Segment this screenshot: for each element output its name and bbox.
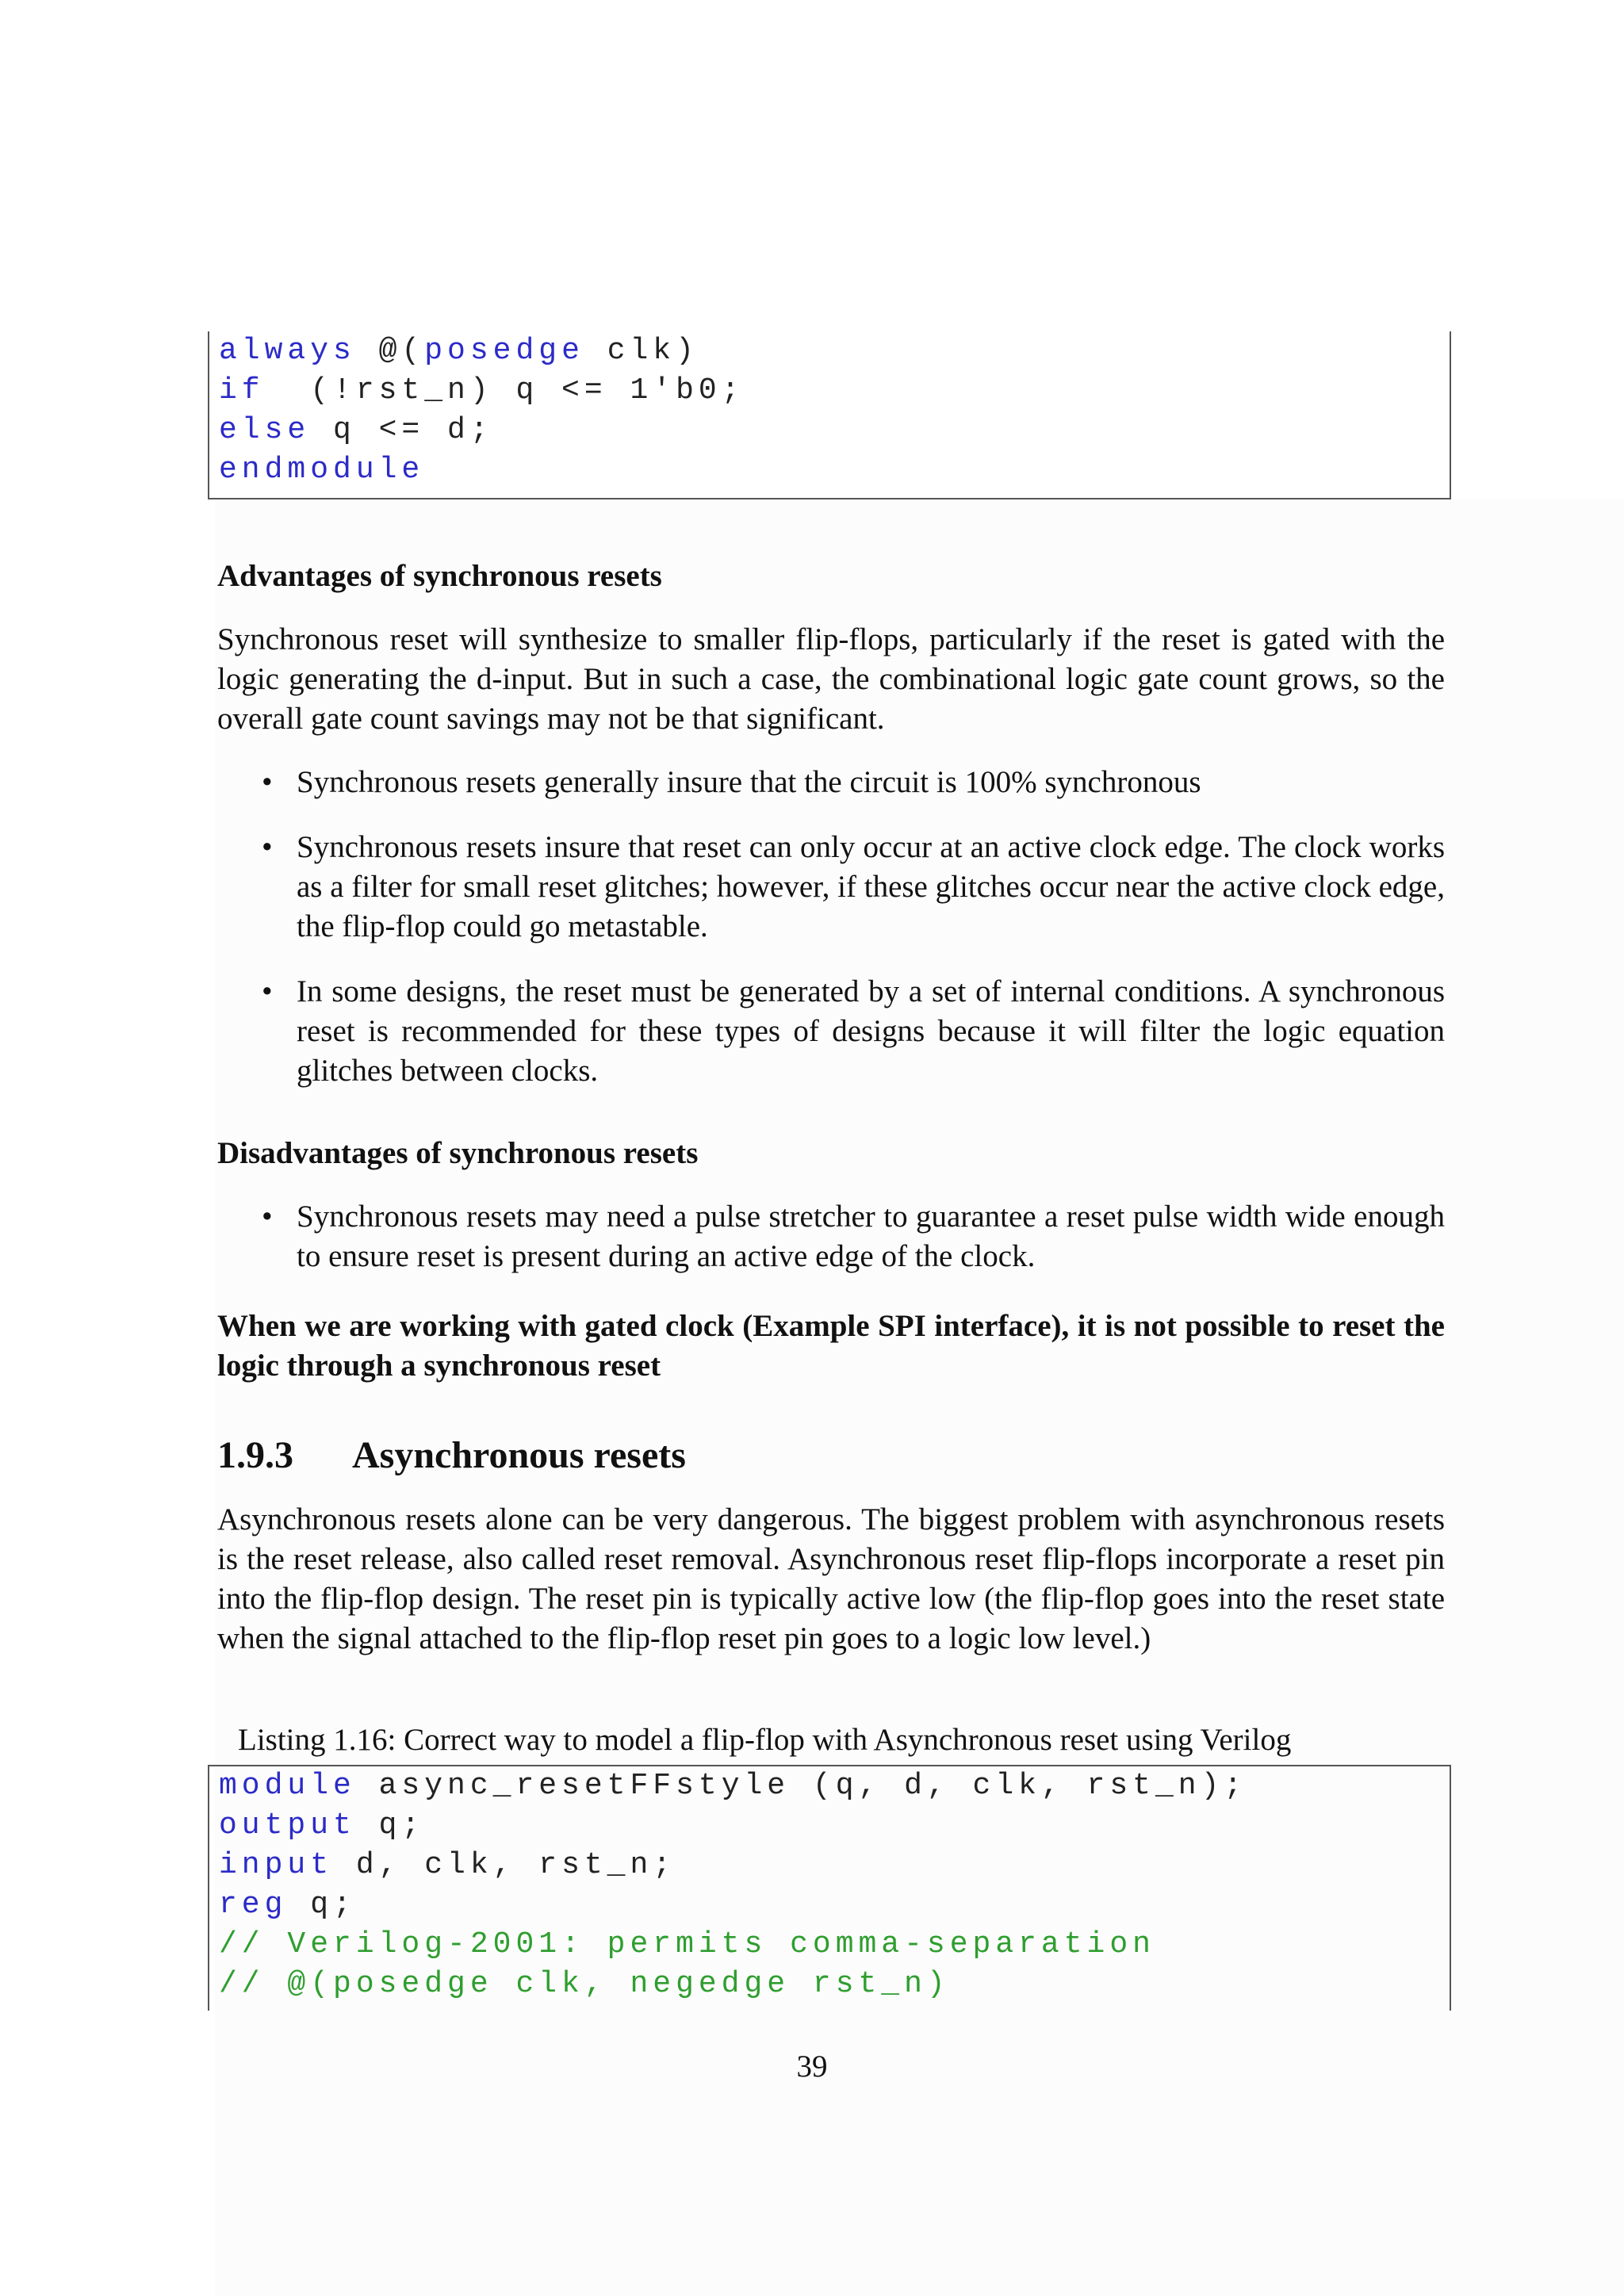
list-item: • In some designs, the reset must be generated by a set of internal conditions. A synchronous reset is recommended for these types of designs because it will filter the logic equation glitches between clocks.: [262, 972, 1445, 1091]
code-keyword: endmodule: [219, 453, 425, 487]
code-line: [219, 1846, 1450, 1885]
code-text: q <= d;: [310, 413, 493, 447]
section-title: [217, 1433, 686, 1477]
code-text: (!rst_n) q <= 1'b0;: [264, 373, 745, 408]
page-number: 39: [796, 2049, 828, 2084]
code-line: [219, 371, 1450, 411]
code-line: [219, 1806, 1450, 1846]
advantages-heading: Advantages of synchronous resets: [217, 559, 662, 593]
disadvantages-bullet-list: [262, 1197, 1445, 1302]
code-text: @(: [355, 334, 425, 368]
code-keyword: reg: [219, 1888, 288, 1922]
code-keyword: module: [219, 1769, 356, 1803]
section-number: 1.9.3: [217, 1434, 293, 1476]
code-keyword: input: [219, 1848, 334, 1882]
code-keyword: if: [219, 373, 265, 408]
section-title-text: Asynchronous resets: [352, 1434, 686, 1476]
code-comment: // Verilog-2001: permits comma-separation: [219, 1927, 1155, 1961]
listing-caption: Listing 1.16: Correct way to model a flip-flop with Asynchronous reset using Verilog: [238, 1723, 1292, 1757]
advantages-bullet-list: [262, 763, 1445, 1116]
code-text: clk): [584, 334, 699, 368]
code-line: [219, 411, 1450, 450]
code-keyword: always: [219, 334, 356, 368]
code-keyword: else: [219, 413, 311, 447]
advantages-paragraph: Synchronous reset will synthesize to smaller flip-flops, particularly if the reset is gated with the logic generating the d-input. But in such a case, the combinational logic gate count grows, so the overall gate count savings may not be that significant.: [217, 622, 1445, 736]
code-keyword: output: [219, 1808, 356, 1843]
code-line: [219, 450, 1450, 490]
code-text: q;: [287, 1888, 356, 1922]
code-line: [219, 1925, 1450, 1965]
list-item: • Synchronous resets insure that reset can only occur at an active clock edge. The clock works as a filter for small reset glitches; however, if these glitches occur near the active clock edge, the flip-flop could go metastable.: [262, 828, 1445, 947]
code-text: async_resetFFstyle (q, d, clk, rst_n);: [355, 1769, 1247, 1803]
code-keyword: posedge: [424, 334, 584, 368]
section-paragraph: Asynchronous resets alone can be very dangerous. The biggest problem with asynchronous resets is the reset release, also called reset removal. Asynchronous reset flip-flops incorporate a reset pin into the flip-flop design. The reset pin is typically active low (the flip-flop goes into the reset state when the signal attached to the flip-flop reset pin goes to a logic low level.): [217, 1502, 1445, 1655]
code-line: [219, 1885, 1450, 1925]
code-line: [219, 1965, 1450, 2004]
list-item: • Synchronous resets generally insure that the circuit is 100% synchronous: [262, 763, 1445, 802]
code-comment: // @(posedge clk, negedge rst_n): [219, 1967, 950, 2001]
code-text: q;: [355, 1808, 425, 1843]
code-listing-top: [208, 331, 1451, 499]
code-listing-bottom: [208, 1765, 1451, 2011]
list-item: • Synchronous resets may need a pulse stretcher to guarantee a reset pulse width wide enough to ensure reset is present during an active edge of the clock.: [262, 1197, 1445, 1276]
code-line: [219, 331, 1450, 371]
code-text: d, clk, rst_n;: [333, 1848, 676, 1882]
disadvantages-heading: Disadvantages of synchronous resets: [217, 1136, 699, 1170]
gated-clock-note: When we are working with gated clock (Example SPI interface), it is not possible to reset the logic through a synchronous reset: [217, 1309, 1445, 1383]
code-line: [219, 1766, 1450, 1806]
